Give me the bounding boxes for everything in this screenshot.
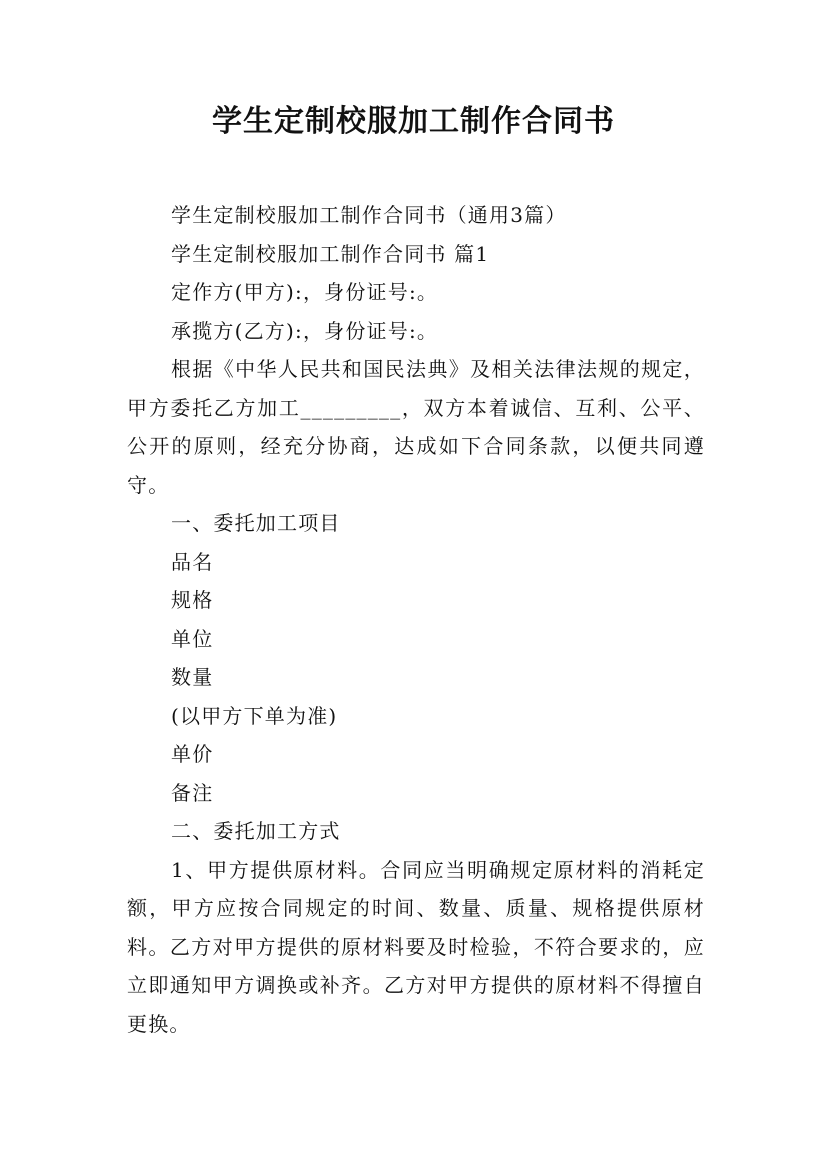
party-b-line: 承揽方(乙方):，身份证号:。 xyxy=(171,318,439,343)
preamble-paragraph: 根据《中华人民共和国民法典》及相关法律法规的规定，甲方委托乙方加工_________，双方本着诚信、互利、公平、公开的原则，经充分协商，达成如下合同条款，以便共同遵守。 xyxy=(127,357,705,497)
item-field-quantity: 数量 xyxy=(171,665,214,689)
document-title: 学生定制校服加工制作合同书 xyxy=(212,104,615,139)
section-heading-2: 二、委托加工方式 xyxy=(171,819,341,843)
doc-heading-part-1: 学生定制校服加工制作合同书 篇1 xyxy=(171,241,490,266)
party-a-line: 定作方(甲方):，身份证号:。 xyxy=(171,280,439,304)
item-field-name: 品名 xyxy=(171,549,214,574)
item-field-spec: 规格 xyxy=(171,588,214,612)
item-field-remarks: 备注 xyxy=(171,780,214,805)
clause-1-paragraph: 1、甲方提供原材料。合同应当明确规定原材料的消耗定额，甲方应按合同规定的时间、数量、质量、规格提供原材料。乙方对甲方提供的原材料要及时检验，不符合要求的，应立即通知甲方调换或补齐。乙方对甲方提供的原材料不得擅自更换。 xyxy=(127,857,705,1036)
item-field-price: 单价 xyxy=(171,742,214,766)
item-field-unit: 单位 xyxy=(171,626,214,651)
section-heading-1: 一、委托加工项目 xyxy=(171,511,341,535)
doc-heading-general: 学生定制校服加工制作合同书（通用3篇） xyxy=(171,203,567,227)
document-body xyxy=(127,196,705,1043)
item-field-quantity-note: (以甲方下单为准) xyxy=(171,703,338,728)
